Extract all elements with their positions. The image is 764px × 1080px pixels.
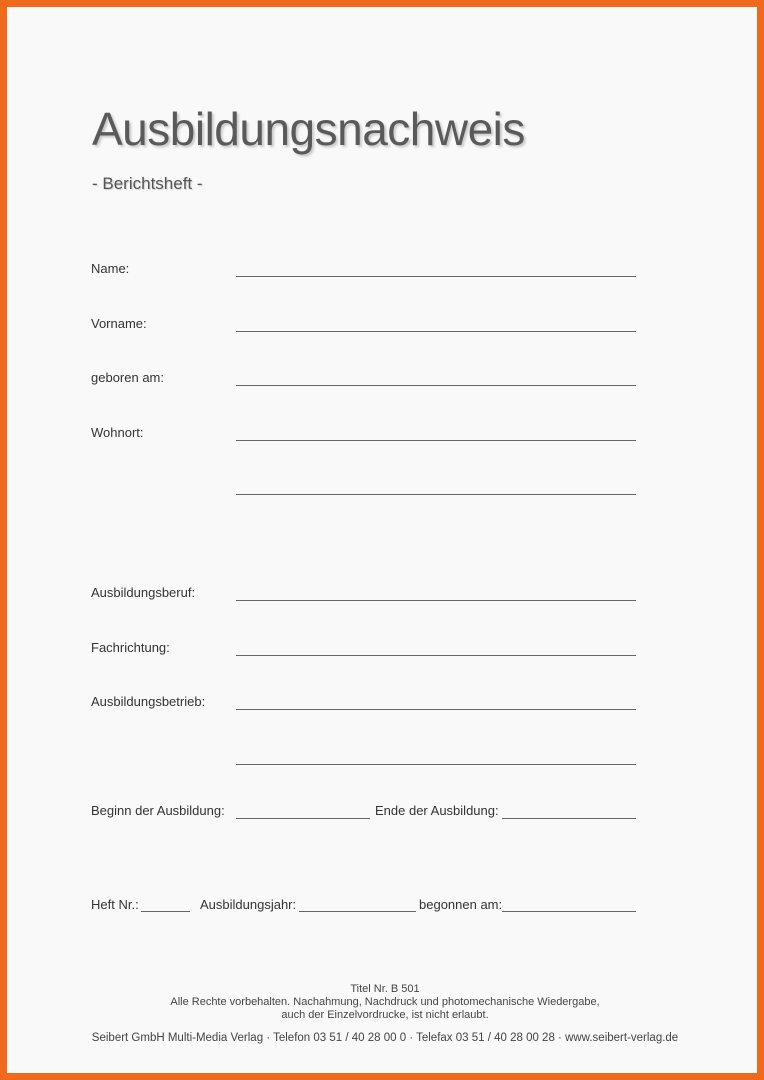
field-line-wohnort-1[interactable] — [236, 440, 636, 441]
field-line-vorname[interactable] — [236, 331, 636, 332]
label-begonnen-am: begonnen am: — [419, 897, 503, 912]
field-line-ausbildungsberuf[interactable] — [236, 600, 636, 601]
page-title: Ausbildungsnachweis — [92, 103, 525, 155]
field-line-geboren-am[interactable] — [236, 385, 636, 386]
footer-publisher: Seibert GmbH Multi-Media Verlag · Telefon 03 51 / 40 28 00 0 · Telefax 03 51 / 40 28 00 28 · www.seibert-verlag.de — [91, 1032, 679, 1044]
field-line-ausbildungsbetrieb-2[interactable] — [236, 764, 636, 765]
label-vorname: Vorname: — [91, 316, 147, 331]
field-line-ende[interactable] — [502, 818, 636, 819]
field-line-fachrichtung[interactable] — [236, 655, 636, 656]
footer-rights-line-1: Alle Rechte vorbehalten. Nachahmung, Nachdruck und photomechanische Wiedergabe, — [170, 996, 600, 1008]
field-line-begonnen-am[interactable] — [502, 911, 636, 912]
label-ende-ausbildung: Ende der Ausbildung: — [375, 803, 499, 818]
label-wohnort: Wohnort: — [91, 425, 144, 440]
label-ausbildungsberuf: Ausbildungsberuf: — [91, 585, 196, 600]
label-geboren-am: geboren am: — [91, 370, 164, 385]
label-name: Name: — [91, 261, 130, 276]
field-line-beginn[interactable] — [236, 818, 370, 819]
label-heft-nr: Heft Nr.: — [91, 897, 139, 912]
field-line-ausbildungsbetrieb-1[interactable] — [236, 709, 636, 710]
page-subtitle: - Berichtsheft - — [92, 174, 203, 193]
label-ausbildungsbetrieb: Ausbildungsbetrieb: — [91, 694, 206, 709]
label-beginn-ausbildung: Beginn der Ausbildung: — [91, 803, 225, 818]
field-line-wohnort-2[interactable] — [236, 494, 636, 495]
field-line-name[interactable] — [236, 276, 636, 277]
label-ausbildungsjahr: Ausbildungsjahr: — [200, 897, 297, 912]
label-fachrichtung: Fachrichtung: — [91, 640, 170, 655]
field-line-ausbildungsjahr[interactable] — [299, 911, 416, 912]
footer-titel-nr: Titel Nr. B 501 — [350, 983, 420, 995]
footer-rights-line-2: auch der Einzelvordrucke, ist nicht erlaubt. — [281, 1009, 489, 1021]
form-page — [7, 7, 757, 1073]
field-line-heft-nr[interactable] — [141, 911, 190, 912]
